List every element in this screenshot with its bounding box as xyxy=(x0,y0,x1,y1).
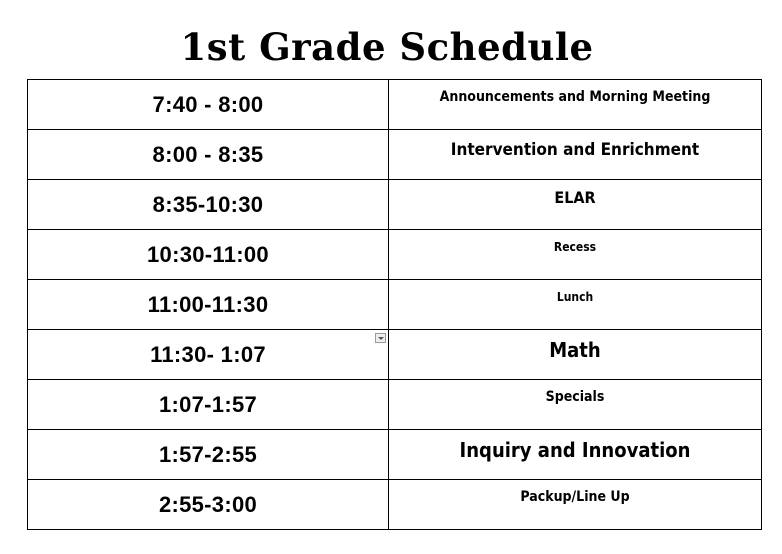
time-cell[interactable]: 1:07-1:57 xyxy=(28,380,389,430)
activity-cell[interactable] xyxy=(389,80,762,130)
activity-cell[interactable] xyxy=(389,130,762,180)
schedule-table xyxy=(27,79,762,530)
activity-label: ELAR xyxy=(554,188,596,207)
activity-cell[interactable] xyxy=(389,430,762,480)
table-row xyxy=(28,280,762,330)
activity-label: Specials xyxy=(545,389,605,405)
table-row xyxy=(28,380,762,430)
time-cell[interactable]: 8:35-10:30 xyxy=(28,180,389,230)
table-row xyxy=(28,130,762,180)
activity-cell[interactable] xyxy=(389,230,762,280)
activity-label: Lunch xyxy=(556,290,594,304)
activity-cell[interactable] xyxy=(389,180,762,230)
time-cell[interactable]: 8:00 - 8:35 xyxy=(28,130,389,180)
time-cell[interactable]: 1:57-2:55 xyxy=(28,430,389,480)
activity-label: Inquiry and Innovation xyxy=(459,438,691,462)
chevron-down-icon[interactable] xyxy=(375,333,386,343)
table-row xyxy=(28,430,762,480)
activity-label: Math xyxy=(549,338,601,362)
activity-cell[interactable] xyxy=(389,330,762,380)
activity-cell[interactable] xyxy=(389,480,762,530)
page-title: 1st Grade Schedule xyxy=(180,25,594,69)
time-cell[interactable]: 10:30-11:00 xyxy=(28,230,389,280)
time-cell[interactable]: 2:55-3:00 xyxy=(28,480,389,530)
time-cell[interactable]: 7:40 - 8:00 xyxy=(28,80,389,130)
activity-label: Announcements and Morning Meeting xyxy=(439,89,711,105)
activity-label: Intervention and Enrichment xyxy=(450,140,700,160)
table-row xyxy=(28,480,762,530)
table-row xyxy=(28,180,762,230)
time-cell[interactable]: 11:00-11:30 xyxy=(28,280,389,330)
activity-label: Recess xyxy=(553,240,597,254)
time-label: 11:30- 1:07 xyxy=(150,341,266,367)
table-row xyxy=(28,230,762,280)
table-row xyxy=(28,330,762,380)
activity-cell[interactable] xyxy=(389,280,762,330)
activity-cell[interactable] xyxy=(389,380,762,430)
activity-label: Packup/Line Up xyxy=(520,489,630,505)
time-cell[interactable] xyxy=(28,330,389,380)
table-row xyxy=(28,80,762,130)
